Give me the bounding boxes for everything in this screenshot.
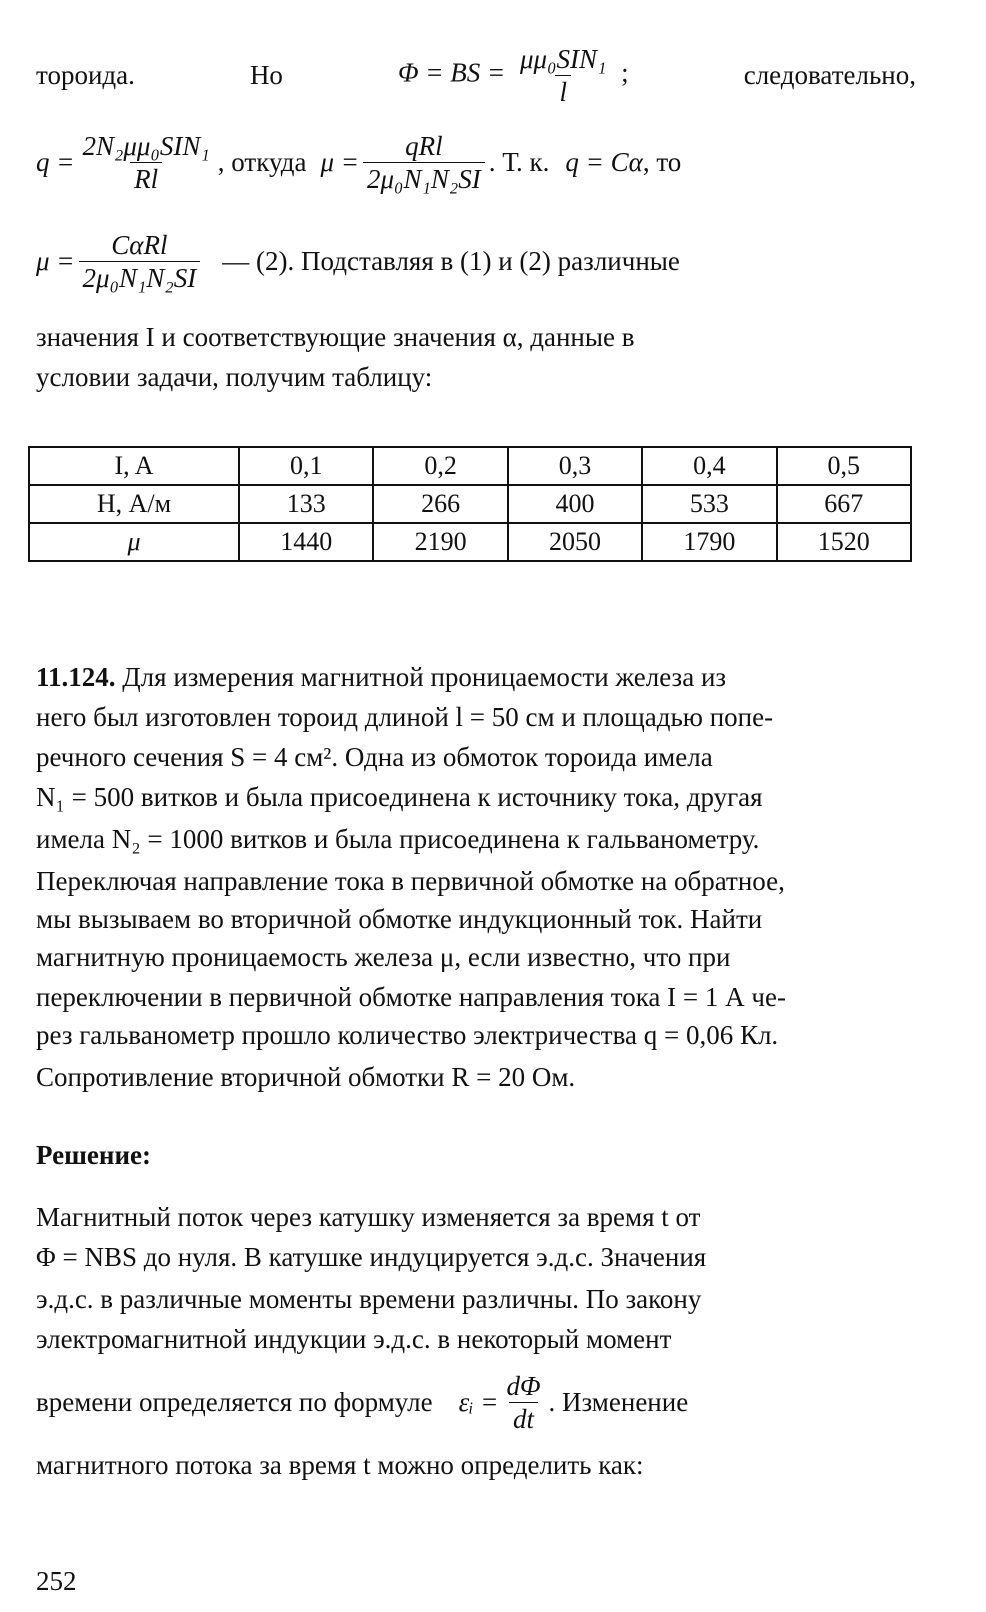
- table-cell: 0,1: [239, 447, 373, 485]
- text-line-3: [36, 220, 916, 302]
- word-sledovatelno: следовательно,: [743, 60, 916, 90]
- table-cell: 0,4: [642, 447, 776, 485]
- flux-fraction-numerator: μμ₀SIN₁: [520, 43, 607, 74]
- table-row: [29, 447, 911, 485]
- mu-fraction: [363, 130, 485, 195]
- q-fraction-numerator: 2N₂μμ₀SIN₁: [82, 130, 210, 161]
- problem-text: Для измерения магнитной проницаемости железа из: [122, 662, 727, 692]
- table-row: [29, 485, 911, 523]
- q-fraction-denominator: Rl: [130, 162, 162, 195]
- mu-fraction-2-denominator: 2μ₀N₁N₂SI: [79, 261, 201, 294]
- table-cell: 1520: [777, 523, 911, 561]
- solution-formula-line: [36, 1362, 916, 1442]
- page-number: 252: [36, 1566, 77, 1596]
- problem-line-5: имела N₂ = 1000 витков и была присоединена к гальванометру.: [36, 824, 760, 854]
- emf-fraction: [502, 1370, 544, 1435]
- equation-2-text: — (2). Подставляя в (1) и (2) различные: [222, 246, 680, 276]
- flux-formula-lhs: Φ = BS =: [398, 57, 506, 88]
- table-cell: 400: [508, 485, 642, 523]
- word-no: Но: [249, 60, 283, 90]
- problem-line-3: речного сечения S = 4 см². Одна из обмоток тороида имела: [36, 742, 713, 772]
- flux-fraction-denominator: l: [555, 75, 571, 108]
- mu-fraction-denominator: 2μ₀N₁N₂SI: [363, 162, 485, 195]
- solution-line-1: Магнитный поток через катушку изменяется за время t от: [36, 1202, 701, 1232]
- text-line-2: [36, 124, 916, 200]
- problem-line-1: [36, 660, 916, 694]
- table-cell: 0,3: [508, 447, 642, 485]
- solution-formula-before: времени определяется по формуле: [36, 1387, 433, 1417]
- solution-line-3: э.д.с. в различные моменты времени различны. По закону: [36, 1284, 702, 1314]
- table-cell: I, A: [29, 447, 239, 485]
- table-row: [29, 523, 911, 561]
- table-cell: H, А/м: [29, 485, 239, 523]
- flux-formula: [398, 43, 629, 108]
- emf-fraction-denominator: dt: [509, 1402, 538, 1435]
- text-line-1: [36, 40, 916, 110]
- problem-line-11: Сопротивление вторичной обмотки R = 20 Ом.: [36, 1062, 576, 1092]
- table-cell: 667: [777, 485, 911, 523]
- mu-formula-lhs: μ =: [320, 147, 359, 177]
- solution-heading: Решение:: [36, 1140, 151, 1170]
- q-formula-lhs: q =: [36, 147, 75, 177]
- problem-line-6: Переключая направление тока в первичной обмотке на обратное,: [36, 866, 785, 896]
- mu-fraction-numerator: qRl: [405, 130, 443, 161]
- table-cell: 0,2: [373, 447, 507, 485]
- table-cell: 533: [642, 485, 776, 523]
- solution-line-2: Φ = NBS до нуля. В катушке индуцируется э.д.с. Значения: [36, 1242, 707, 1272]
- mu-fraction-2: [79, 229, 201, 294]
- emf-fraction-numerator: dΦ: [506, 1370, 541, 1401]
- word-toroida: тороида.: [36, 60, 135, 90]
- word-tk: . Т. к.: [488, 147, 550, 177]
- mu-formula2-lhs: μ =: [36, 246, 75, 276]
- text-line-4: значения I и соответствующие значения α, данные в: [36, 322, 635, 352]
- flux-fraction: [516, 43, 610, 108]
- problem-line-4: N₁ = 500 витков и была присоединена к источнику тока, другая: [36, 782, 763, 812]
- problem-line-10: рез гальванометр прошло количество электричества q = 0,06 Кл.: [36, 1020, 779, 1050]
- table-cell: 266: [373, 485, 507, 523]
- word-to: , то: [642, 147, 682, 177]
- problem-line-2: него был изготовлен тороид длиной l = 50 см и площадью попе-: [36, 702, 774, 732]
- table-cell: 1440: [239, 523, 373, 561]
- problem-line-8: магнитную проницаемость железа μ, если известно, что при: [36, 942, 731, 972]
- emf-formula-lhs: εᵢ =: [458, 1387, 499, 1417]
- table-cell: μ: [29, 523, 239, 561]
- q-c-alpha: q = Cα: [565, 147, 643, 177]
- semicolon: ;: [621, 57, 629, 88]
- table-cell: 2050: [508, 523, 642, 561]
- mu-fraction-2-numerator: CαRl: [111, 229, 168, 260]
- q-fraction: [78, 130, 213, 195]
- problem-line-9: переключении в первичной обмотке направления тока I = 1 А че-: [36, 982, 786, 1012]
- table-cell: 2190: [373, 523, 507, 561]
- problem-line-7: мы вызываем во вторичной обмотке индукционный ток. Найти: [36, 904, 763, 934]
- table-cell: 1790: [642, 523, 776, 561]
- problem-number: 11.124.: [36, 662, 116, 692]
- solution-formula-after: . Изменение: [548, 1387, 689, 1417]
- solution-line-4: электромагнитной индукции э.д.с. в некоторый момент: [36, 1324, 672, 1354]
- text-line-5: условии задачи, получим таблицу:: [36, 362, 433, 392]
- results-table: [28, 446, 912, 562]
- solution-line-last: магнитного потока за время t можно определить как:: [36, 1450, 644, 1480]
- table-cell: 133: [239, 485, 373, 523]
- table-cell: 0,5: [777, 447, 911, 485]
- word-otkuda: , откуда: [217, 147, 307, 177]
